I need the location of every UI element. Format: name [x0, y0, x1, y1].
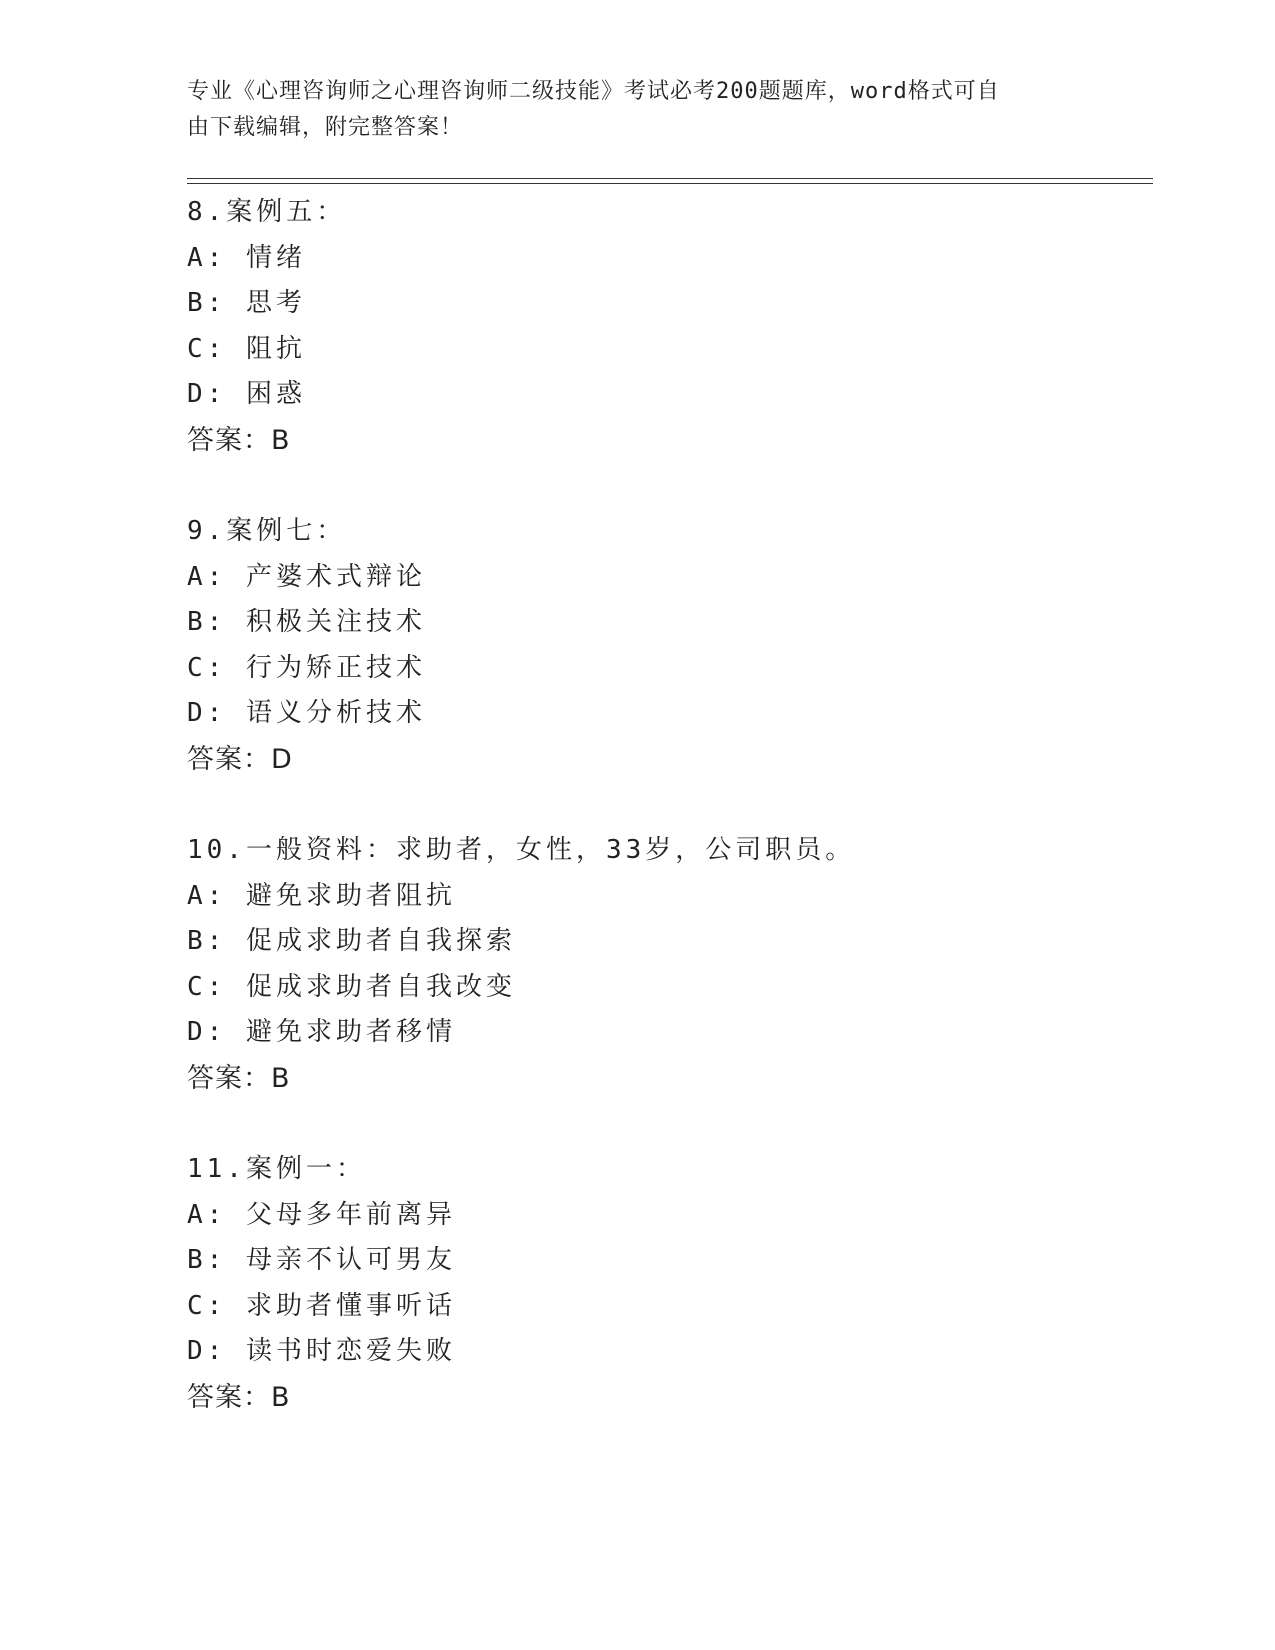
option-a: A: 情绪 — [187, 242, 306, 273]
option-d: D: 语义分析技术 — [187, 698, 426, 728]
option-d: D: 困惑 — [187, 379, 306, 409]
answer-line: 答案：B — [187, 1062, 291, 1094]
option-a: A: 父母多年前离异 — [187, 1199, 456, 1230]
option-a: A: 避免求助者阻抗 — [187, 880, 456, 911]
question-stem: 10.一般资料：求助者，女性，33岁，公司职员。 — [187, 835, 856, 865]
answer-line: 答案：B — [187, 424, 291, 456]
question-stem: 11.案例一： — [187, 1154, 366, 1184]
option-a: A: 产婆术式辩论 — [187, 561, 426, 592]
answer-line: 答案：B — [187, 1381, 291, 1413]
option-b: B: 促成求助者自我探索 — [187, 926, 516, 956]
option-b: B: 积极关注技术 — [187, 607, 426, 637]
option-c: C: 促成求助者自我改变 — [187, 971, 516, 1002]
option-b: B: 母亲不认可男友 — [187, 1245, 456, 1275]
option-c: C: 阻抗 — [187, 333, 306, 364]
answer-line: 答案：D — [187, 743, 293, 775]
header-divider-bottom — [187, 183, 1153, 184]
header-line-1: 专业《心理咨询师之心理咨询师二级技能》考试必考200题题库，word格式可自 — [187, 79, 1000, 104]
option-c: C: 求助者懂事听话 — [187, 1290, 456, 1321]
question-8 — [187, 190, 1087, 463]
option-b: B: 思考 — [187, 288, 306, 318]
question-stem: 8.案例五： — [187, 197, 347, 227]
header-line-2: 由下载编辑，附完整答案！ — [187, 115, 464, 140]
option-c: C: 行为矫正技术 — [187, 652, 426, 683]
option-d: D: 读书时恋爱失败 — [187, 1336, 456, 1366]
question-11 — [187, 1147, 1087, 1420]
question-9 — [187, 509, 1087, 782]
document-header — [187, 74, 1067, 146]
question-10 — [187, 828, 1087, 1101]
header-divider-top — [187, 178, 1153, 179]
option-d: D: 避免求助者移情 — [187, 1017, 456, 1047]
question-stem: 9.案例七： — [187, 516, 347, 546]
